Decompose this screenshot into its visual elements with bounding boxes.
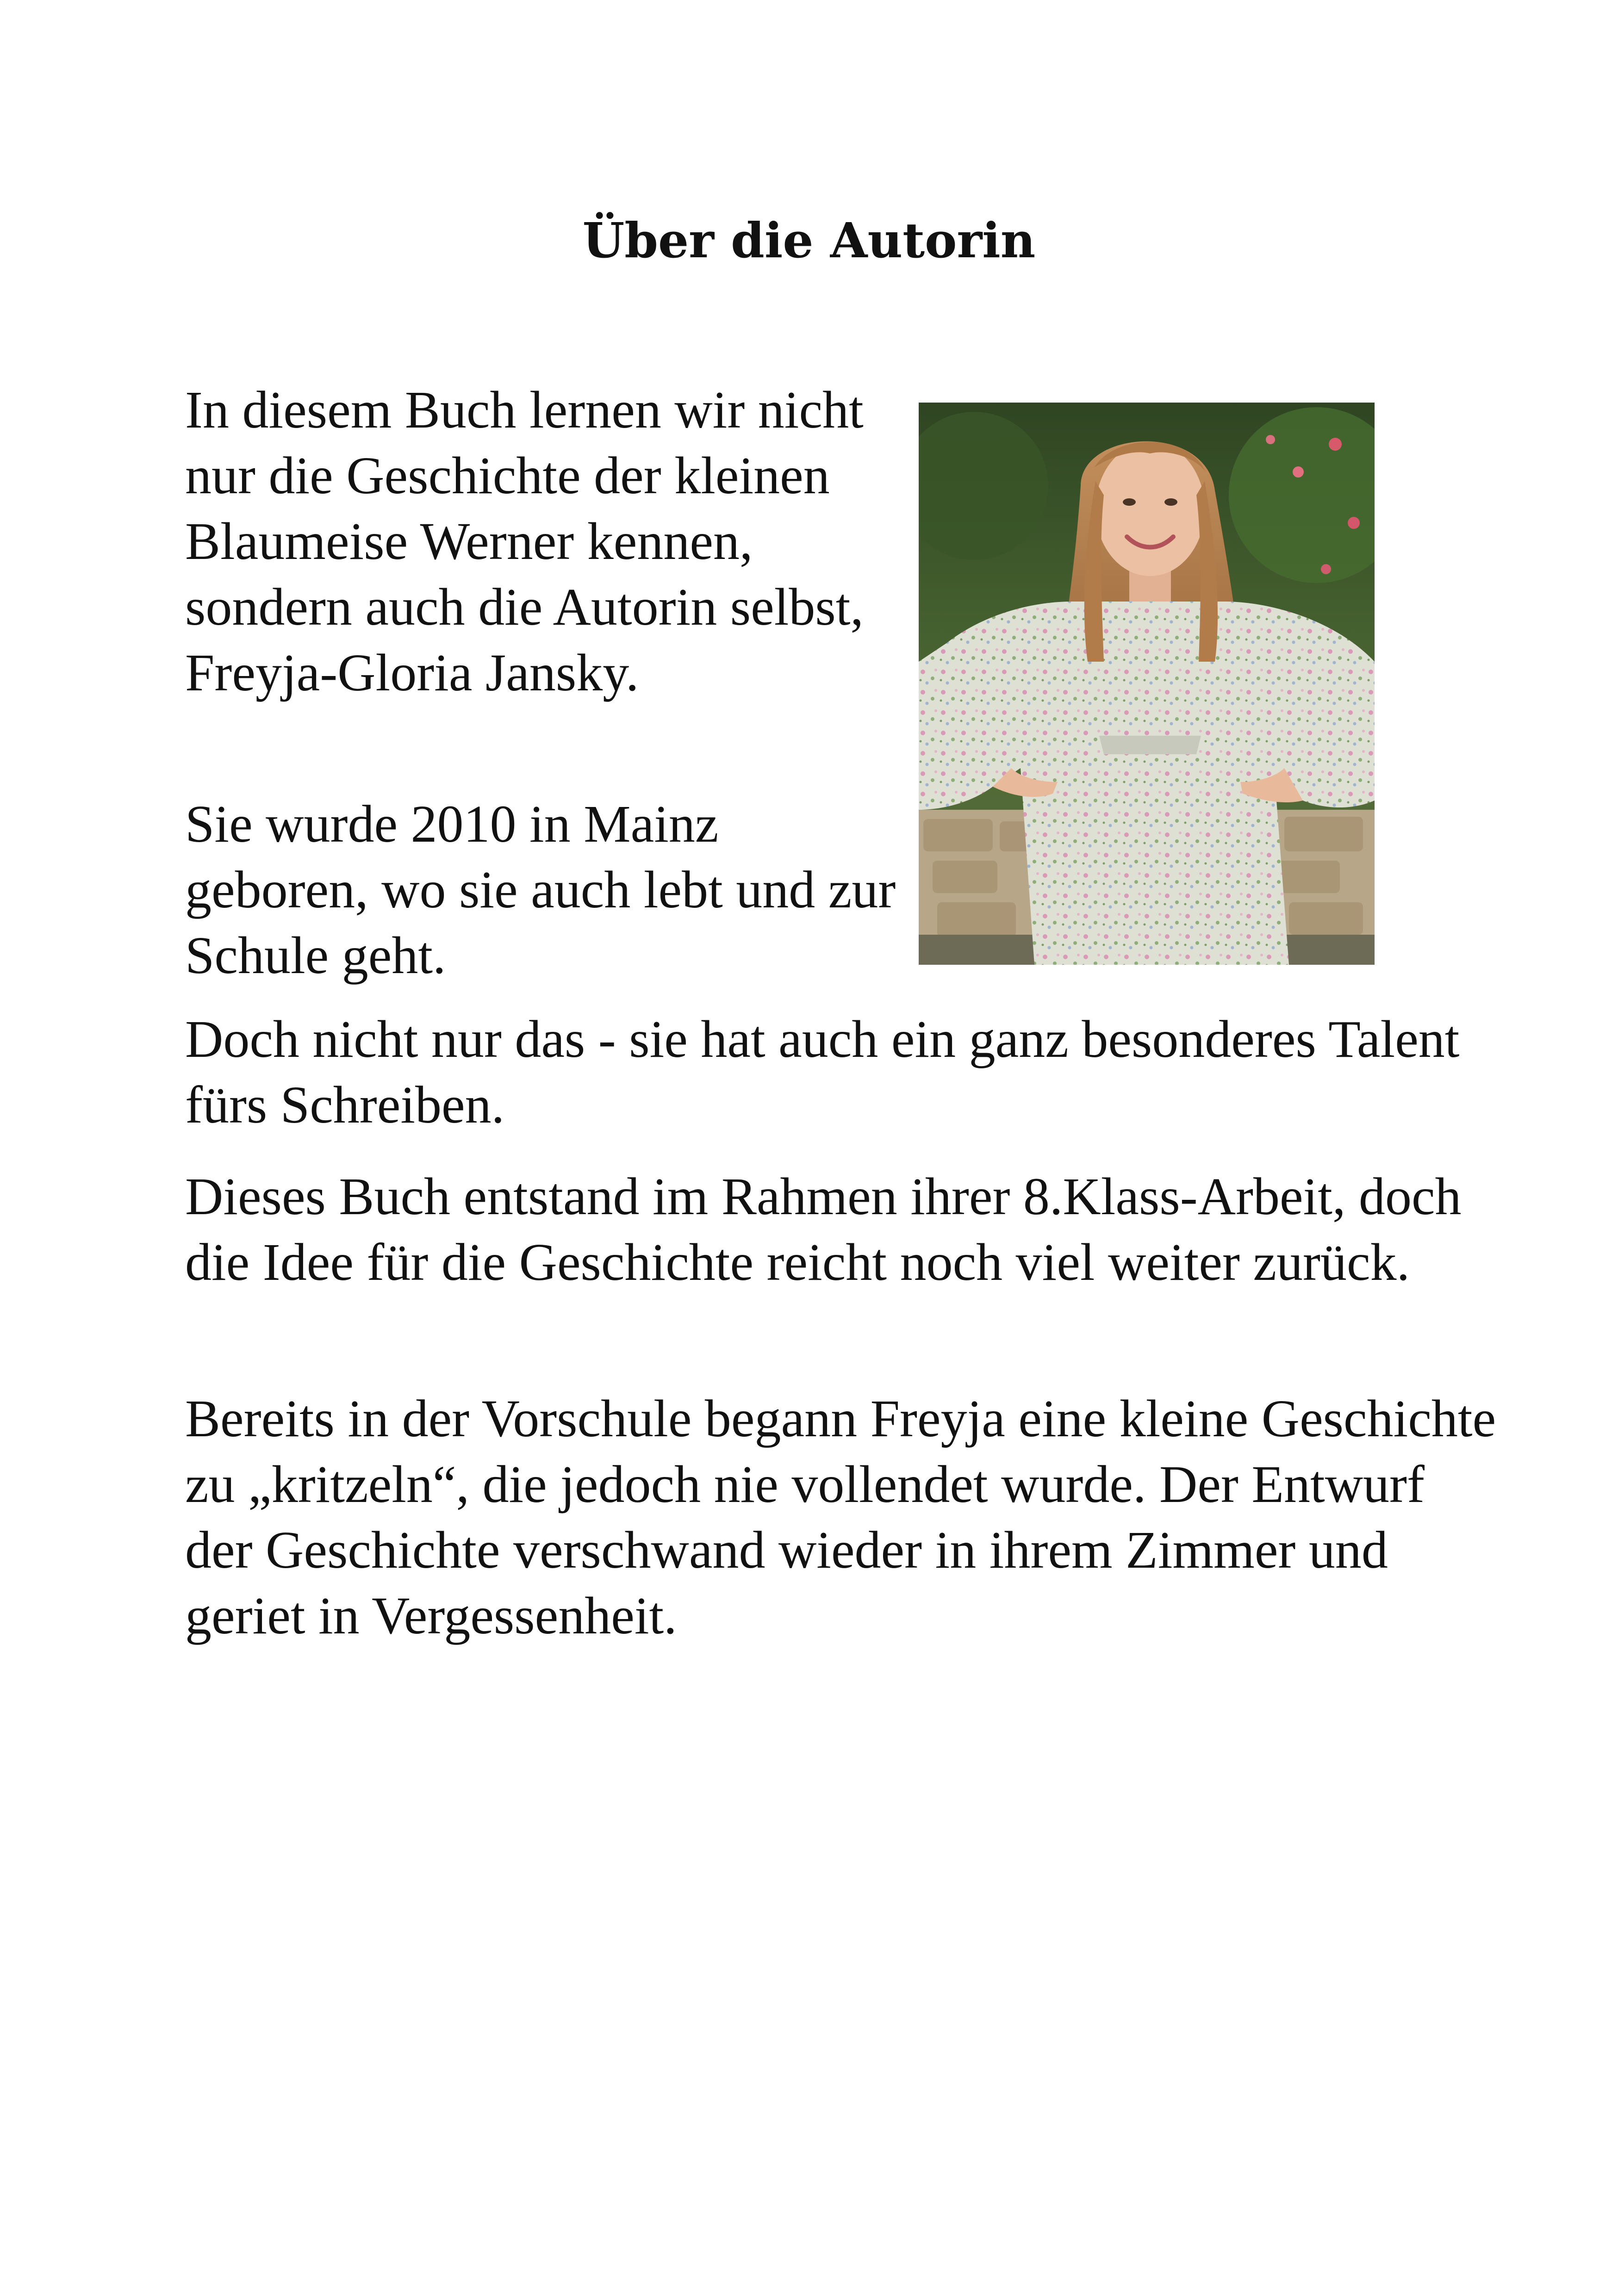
author-portrait-photo <box>919 403 1375 965</box>
paragraph-talent: Doch nicht nur das - sie hat auch ein ganz besonderes Talent fürs Schreiben. <box>185 1010 1460 1134</box>
paragraph-origin: Dieses Buch entstand im Rahmen ihrer 8.Klass-Arbeit, doch die Idee für die Geschichte reicht noch viel weiter zurück. <box>185 1167 1462 1291</box>
paragraph-intro: In diesem Buch lernen wir nicht nur die Geschichte der kleinen Blaumeise Werner kennen, sondern auch die Autorin selbst, Freyja-Gloria Jansky. <box>185 380 864 702</box>
paragraph-birth: Sie wurde 2010 in Mainz geboren, wo sie auch lebt und zur Schule geht. <box>185 794 896 985</box>
paragraph-history: Bereits in der Vorschule begann Freyja eine kleine Geschichte zu „kritzeln“, die jedoch nie vollendet wurde. Der Entwurf der Geschichte verschwand wieder in ihrem Zimmer und geriet in Vergessenheit. <box>185 1389 1496 1645</box>
page-title: Über die Autorin <box>582 212 1036 269</box>
portrait-illustration <box>919 403 1375 965</box>
